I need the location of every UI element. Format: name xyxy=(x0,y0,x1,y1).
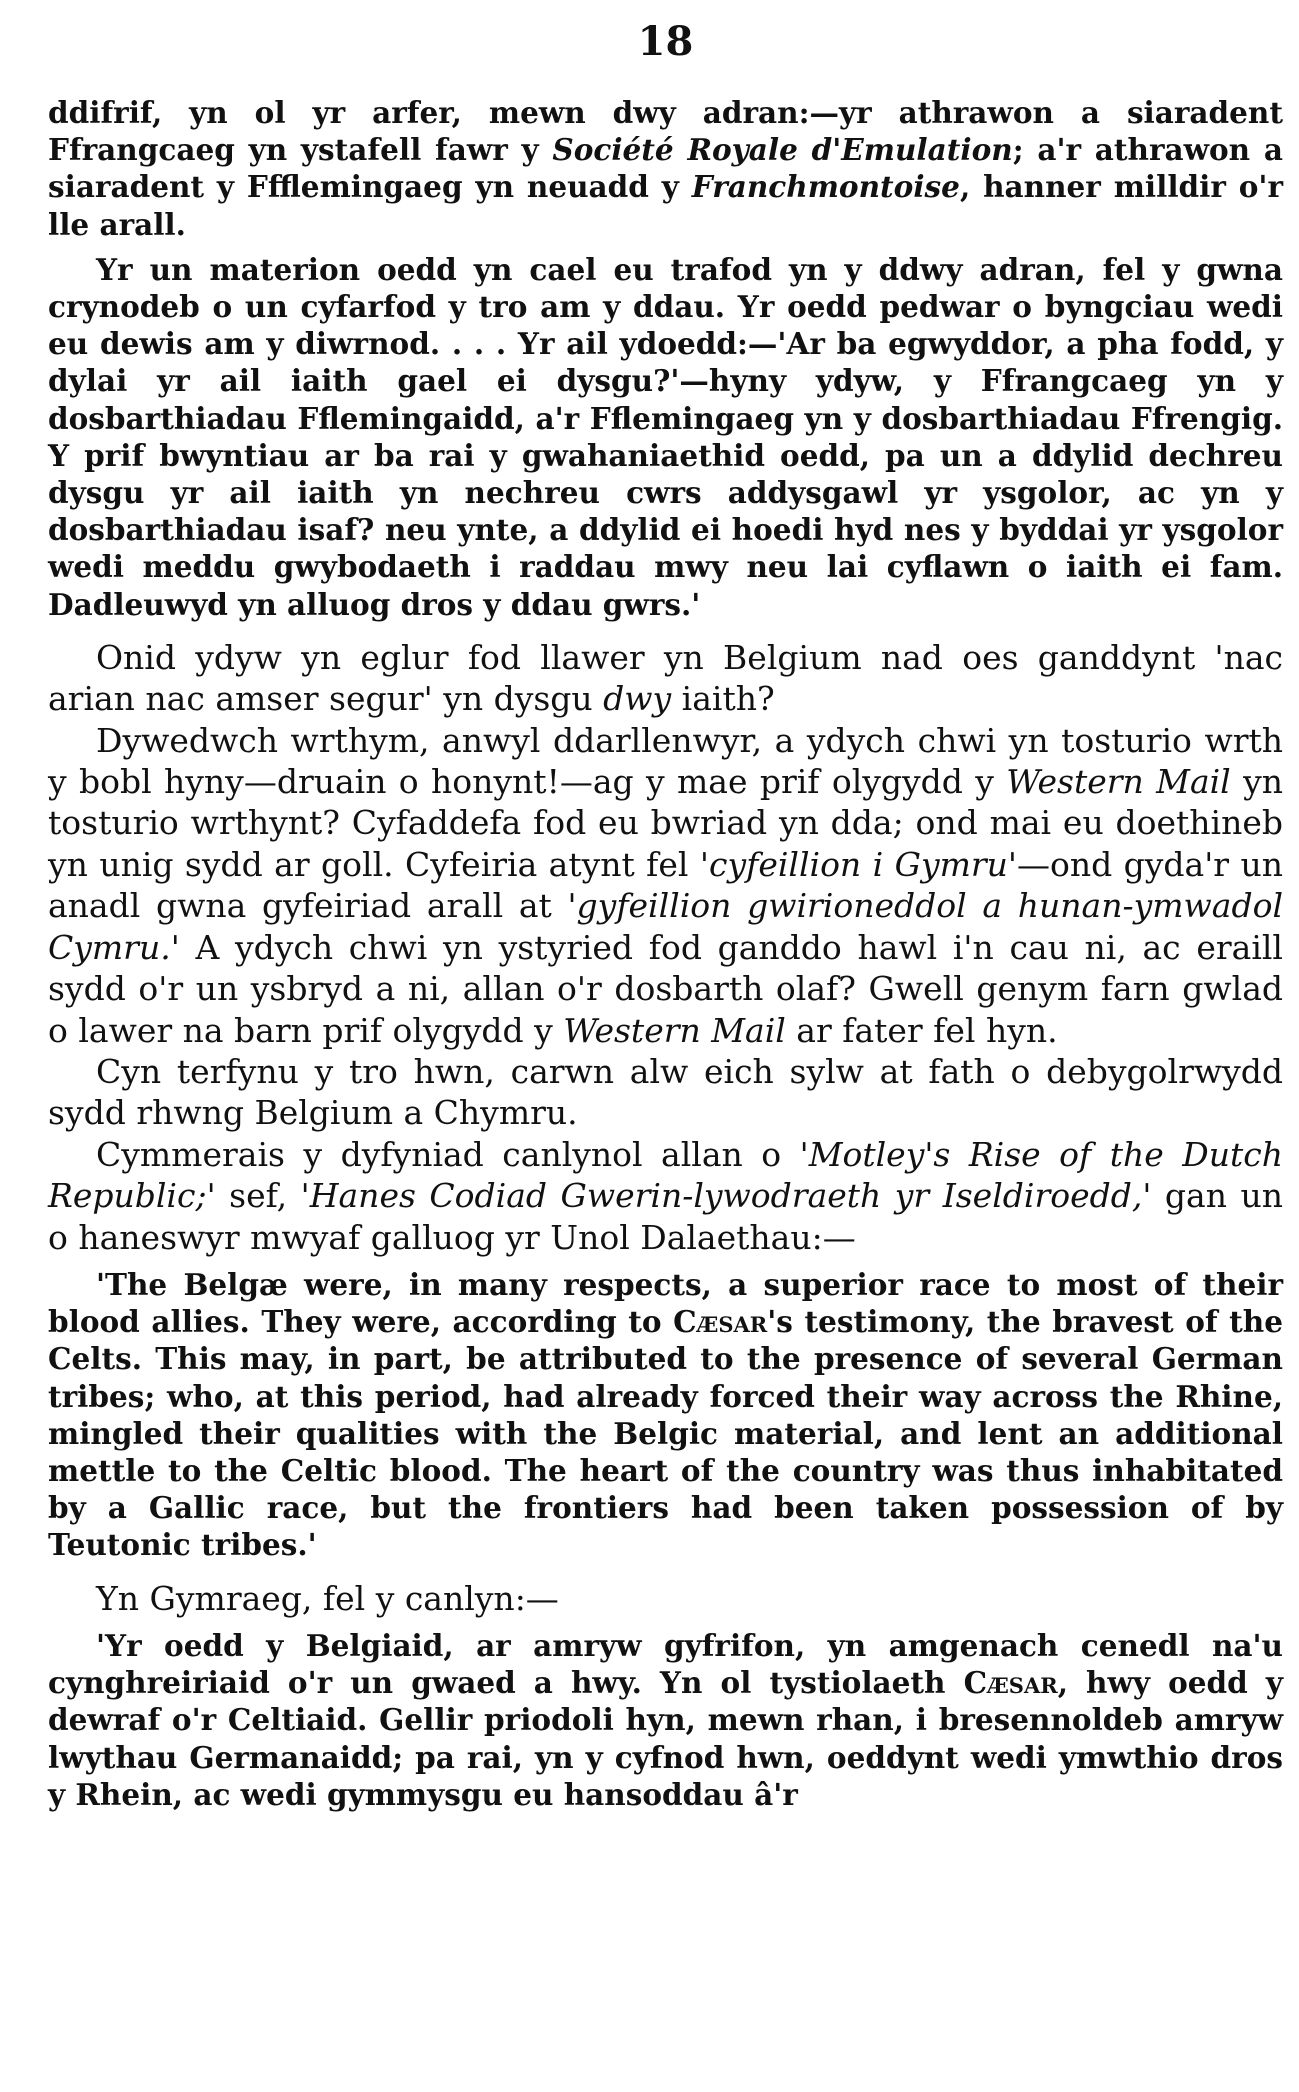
text-run: , hwy oedd y dewraf o'r Celtiaid. Gellir priodoli hyn, mewn rhan, i bresennoldeb amryw lwythau Germanaidd; pa rai, yn y cyfnod hwn, oeddynt wedi ymwthio dros y Rhein, ac wedi gymmysgu eu hansoddau â'r xyxy=(48,1665,1284,1812)
text-run: ' gan un o haneswyr mwyaf galluog yr Unol Dalaethau:— xyxy=(48,1176,1283,1257)
paragraph-1 xyxy=(48,94,1283,243)
text-run: ddifrif, yn ol yr arfer, mewn dwy adran:—yr athrawon a siaradent Ffrangcaeg yn ystafell fawr y xyxy=(48,95,1283,168)
paragraph-3 xyxy=(48,637,1283,720)
paragraph-6 xyxy=(48,1134,1283,1258)
italic-run: Motley's Rise of the Dutch Republic; xyxy=(48,1134,1283,1216)
italic-run: dwy xyxy=(603,679,672,719)
italic-run: Western Mail xyxy=(1006,762,1231,802)
text-run: Cymmerais y dyfyniad canlynol allan o ' xyxy=(96,1134,809,1174)
paragraph-8: Yn Gymraeg, fel y canlyn:— xyxy=(96,1578,559,1618)
quote-english xyxy=(48,1266,1283,1564)
italic-run: Société Royale d'Emulation xyxy=(552,132,1013,168)
italic-run: Franchmontoise xyxy=(691,169,960,205)
smallcaps-run: Cæsar xyxy=(963,1665,1058,1701)
text-run: ar fater fel hyn. xyxy=(785,1010,1058,1050)
text-run: ' A ydych chwi yn ystyried fod ganddo hawl i'n cau ni, ac eraill sydd o'r un ysbryd a ni, allan o'r dosbarth olaf? Gwell genym farn gwlad o lawer na barn prif olygydd y xyxy=(48,927,1283,1050)
paragraph-5: Cyn terfynu y tro hwn, carwn alw eich sylw at fath o debygolrwydd sydd rhwng Belgium a Chymru. xyxy=(48,1051,1283,1133)
paragraph-2: Yr un materion oedd yn cael eu trafod yn y ddwy adran, fel y gwna crynodeb o un cyfarfod y tro am y ddau. Yr oedd pedwar o byngciau wedi eu dewis am y diwrnod. . . . Yr ail ydoedd:—'Ar ba egwyddor, a pha fodd, y dylai yr ail iaith gael ei dysgu?'—hyny ydyw, y Ffrangcaeg yn y dosbarthiadau Fflemingaidd, a'r Fflemingaeg yn y dosbarthiadau Ffrengig. Y prif bwyntiau ar ba rai y gwahaniaethid oedd, pa un a ddylid dechreu dysgu yr ail iaith yn nechreu cwrs addysgawl yr ysgolor, ac yn y dosbarthiadau isaf? neu ynte, a ddylid ei hoedi hyd nes y byddai yr ysgolor wedi meddu gwybodaeth i raddau mwy neu lai cyflawn o iaith ei fam. Dadleuwyd yn alluog dros y ddau gwrs.' xyxy=(48,251,1283,622)
quote-welsh xyxy=(48,1627,1283,1813)
page-number: 18 xyxy=(637,18,694,65)
text-run: 's testimony, the bravest of the Celts. This may, in part, be attributed to the presence of several German tribes; who, at this period, had already forced their way across the Rhine, mingled their qualities with the Belgic material, and lent an additional mettle to the Celtic blood. The heart of the country was thus inhabitated by a Gallic race, but the frontiers had been taken possession of by Teutonic tribes.' xyxy=(48,1304,1283,1563)
italic-run: gyfeillion gwirioneddol a hunan-ymwadol Cymru. xyxy=(48,886,1283,967)
italic-run: cyfeillion i Gymru xyxy=(708,844,1008,884)
text-run: '—ond gyda'r un anadl gwna gyfeiriad arall at ' xyxy=(48,844,1284,926)
text-run: 'The Belgæ were, in many respects, a superior race to most of their blood allies. They were, according to xyxy=(48,1266,1283,1340)
smallcaps-run: Cæsar xyxy=(673,1304,768,1340)
text-run: iaith? xyxy=(671,679,775,719)
text-run: Dywedwch wrthym, anwyl ddarllenwyr, a ydych chwi yn tosturio wrth y bobl hyny—druain o honynt!—ag y mae prif olygydd y xyxy=(48,720,1283,802)
paragraph-4 xyxy=(48,720,1283,1051)
italic-run: Western Mail xyxy=(563,1010,786,1050)
text-run: Onid ydyw yn eglur fod llawer yn Belgium nad oes ganddynt 'nac arian nac amser segur' yn dysgu xyxy=(48,637,1283,719)
text-run: ' sef, ' xyxy=(206,1176,310,1216)
page xyxy=(48,0,1283,2092)
text-run: yn tosturio wrthynt? Cyfaddefa fod eu bwriad yn dda; ond mai eu doethineb yn unig sydd ar goll. Cyfeiria atynt fel ' xyxy=(48,762,1284,884)
italic-run: Hanes Codiad Gwerin-lywodraeth yr Iseldiroedd, xyxy=(309,1176,1143,1216)
text-run: , hanner milldir o'r lle arall. xyxy=(48,169,1284,242)
text-run: 'Yr oedd y Belgiaid, ar amryw gyfrifon, yn amgenach cenedl na'u cynghreiriaid o'r un gwaed a hwy. Yn ol tystiolaeth xyxy=(48,1627,1283,1701)
text-run: ; a'r athrawon a siaradent y Ffflemingaeg yn neuadd y xyxy=(48,132,1283,205)
